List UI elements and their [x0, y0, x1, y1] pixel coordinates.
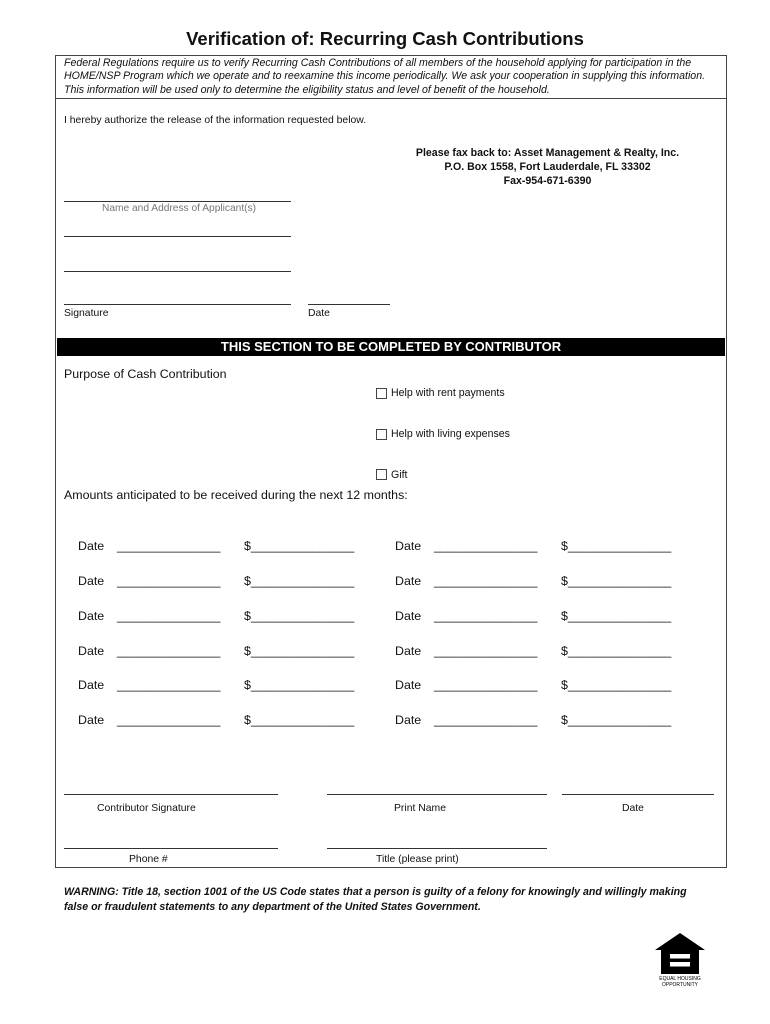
row-3-left-date-field[interactable]: _______________	[117, 609, 221, 623]
gift-label: Gift	[391, 469, 408, 481]
contributor-signature-line[interactable]	[64, 794, 278, 795]
row-1-left-amount-field[interactable]: $_______________	[244, 539, 355, 553]
row-4-right-amount-field[interactable]: $_______________	[561, 644, 672, 658]
row-6-left-amount-field[interactable]: $_______________	[244, 713, 355, 727]
applicant-name-line-3[interactable]	[64, 271, 291, 272]
row-1-right-date-field[interactable]: _______________	[434, 539, 538, 553]
row-6-right-date-label: Date	[395, 713, 422, 727]
row-3-right-date-field[interactable]: _______________	[434, 609, 538, 623]
print-name-caption: Print Name	[394, 803, 446, 814]
row-5-right-date-label: Date	[395, 678, 422, 692]
print-name-line[interactable]	[327, 794, 547, 795]
living-expenses-label: Help with living expenses	[391, 428, 510, 440]
row-2-right-amount-field[interactable]: $_______________	[561, 574, 672, 588]
row-1-left-date-field[interactable]: _______________	[117, 539, 221, 553]
title-caption: Title (please print)	[376, 854, 459, 865]
row-5-right-amount-field[interactable]: $_______________	[561, 678, 672, 692]
row-5-right-date-field[interactable]: _______________	[434, 678, 538, 692]
row-5-left-date-label: Date	[78, 678, 105, 692]
rent-payments-label: Help with rent payments	[391, 387, 505, 399]
date-caption: Date	[308, 308, 330, 319]
warning-statement: WARNING: Title 18, section 1001 of the US Code states that a person is guilty of a felony for knowingly and willingly making false or fraudulent statements to any department of the United States Government.	[64, 886, 687, 913]
row-4-left-date-field[interactable]: _______________	[117, 644, 221, 658]
contributor-date-line[interactable]	[562, 794, 714, 795]
row-4-left-amount-field[interactable]: $_______________	[244, 644, 355, 658]
fax-line-3: Fax-954-671-6390	[503, 175, 592, 187]
row-3-left-amount-field[interactable]: $_______________	[244, 609, 355, 623]
applicant-date-line[interactable]	[308, 304, 390, 305]
svg-text:EQUAL HOUSING: EQUAL HOUSING	[659, 976, 701, 982]
row-3-right-date-label: Date	[395, 609, 422, 623]
contributor-signature-caption: Contributor Signature	[97, 803, 196, 814]
equal-housing-opportunity-logo	[652, 930, 708, 988]
row-3-left-date-label: Date	[78, 609, 105, 623]
phone-line[interactable]	[64, 848, 278, 849]
row-6-left-date-field[interactable]: _______________	[117, 713, 221, 727]
row-5-left-amount-field[interactable]: $_______________	[244, 678, 355, 692]
row-2-right-date-field[interactable]: _______________	[434, 574, 538, 588]
amounts-label: Amounts anticipated to be received during the next 12 months:	[64, 488, 408, 502]
row-5-left-date-field[interactable]: _______________	[117, 678, 221, 692]
row-1-right-amount-field[interactable]: $_______________	[561, 539, 672, 553]
svg-text:OPPORTUNITY: OPPORTUNITY	[661, 982, 699, 988]
applicant-signature-line[interactable]	[64, 304, 291, 305]
living-expenses-checkbox[interactable]	[376, 429, 387, 440]
row-6-left-date-label: Date	[78, 713, 105, 727]
row-2-left-date-field[interactable]: _______________	[117, 574, 221, 588]
row-1-left-date-label: Date	[78, 539, 105, 553]
fax-line-2: P.O. Box 1558, Fort Lauderdale, FL 33302	[444, 161, 651, 173]
contributor-section-banner: THIS SECTION TO BE COMPLETED BY CONTRIBUTOR	[57, 338, 725, 356]
applicant-name-line-2[interactable]	[64, 236, 291, 237]
row-6-right-date-field[interactable]: _______________	[434, 713, 538, 727]
row-4-right-date-label: Date	[395, 644, 422, 658]
contributor-date-caption: Date	[622, 803, 644, 814]
signature-caption: Signature	[64, 308, 109, 319]
row-2-left-date-label: Date	[78, 574, 105, 588]
purpose-label: Purpose of Cash Contribution	[64, 367, 227, 381]
row-4-left-date-label: Date	[78, 644, 105, 658]
row-3-right-amount-field[interactable]: $_______________	[561, 609, 672, 623]
authorization-statement: I hereby authorize the release of the information requested below.	[64, 115, 367, 126]
name-address-caption: Name and Address of Applicant(s)	[102, 203, 257, 214]
row-6-right-amount-field[interactable]: $_______________	[561, 713, 672, 727]
intro-paragraph: Federal Regulations require us to verify Recurring Cash Contributions of all members of the household applying for participation in the HOME/NSP Program which we operate and to reexamine this income periodically. We ask your cooperation in supplying this information. This information will be used only to determine the eligibility status and level of benefit of the household.	[64, 57, 706, 96]
title-line[interactable]	[327, 848, 547, 849]
row-2-right-date-label: Date	[395, 574, 422, 588]
row-4-right-date-field[interactable]: _______________	[434, 644, 538, 658]
phone-caption: Phone #	[129, 854, 168, 865]
applicant-name-line-1[interactable]	[64, 201, 291, 202]
fax-line-1: Please fax back to: Asset Management & Realty, Inc.	[415, 147, 680, 159]
rent-payments-checkbox[interactable]	[376, 388, 387, 399]
row-1-right-date-label: Date	[395, 539, 422, 553]
house-icon	[652, 930, 708, 988]
intro-divider	[55, 98, 727, 99]
row-2-left-amount-field[interactable]: $_______________	[244, 574, 355, 588]
gift-checkbox[interactable]	[376, 469, 387, 480]
page-title: Verification of: Recurring Cash Contributions	[186, 28, 584, 49]
